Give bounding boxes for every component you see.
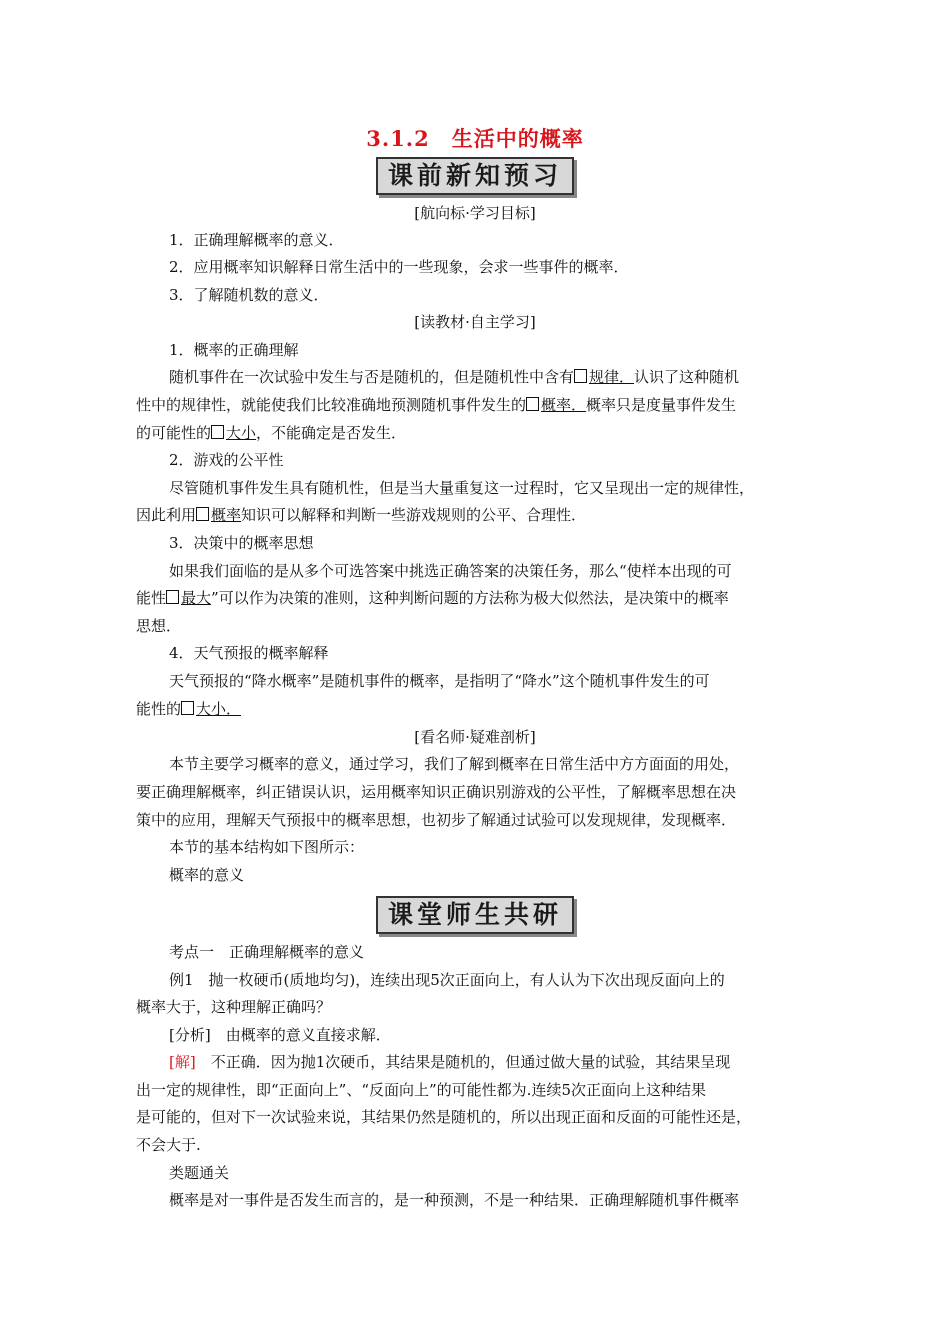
paragraph-line: 天气预报的“降水概率”是随机事件的概率，是指明了“降水”这个随机事件发生的可 [169,672,710,690]
blank-answer: 规律． [589,368,635,386]
solution-label: [解] [169,1053,196,1071]
fill-blank [526,396,586,414]
fill-blank [166,589,211,607]
paragraph-line [136,505,586,525]
blank-answer: 大小． [196,700,242,718]
paragraph-line [169,367,739,387]
paragraph-line: 要正确理解概率，纠正错误认识，运用概率知识正确识别游戏的公平性，了解概率思想在决 [136,783,737,801]
text-run: 认识了这种随机 [634,368,740,386]
paragraph-line: 尽管随机事件发生具有随机性，但是当大量重复这一过程时，它又呈现出一定的规律性， [169,479,755,497]
text-run: 能性 [136,589,167,607]
goal-item: 3．了解随机数的意义． [169,286,329,304]
blank-box-icon [181,701,194,715]
kaodian-heading: 考点一 正确理解概率的意义 [169,943,365,961]
solution-line: 是可能的，但对下一次试验来说，其结果仍然是随机的，所以出现正面和反面的可能性还是， [136,1108,752,1126]
paragraph-line: 本节主要学习概率的意义，通过学习，我们了解到概率在日常生活中方方面面的用处， [169,755,740,773]
fill-blank [211,424,256,442]
point-title: 1．概率的正确理解 [169,341,299,359]
page-title: 3.1.2 生活中的概率 [366,126,584,151]
text-run: 知识可以解释和判断一些游戏规则的公平、合理性． [241,506,587,524]
goal-item: 2．应用概率知识解释日常生活中的一些现象，会求一些事件的概率． [169,258,629,276]
text-run: 随机事件在一次试验中发生与否是随机的，但是随机性中含有 [169,368,575,386]
blank-box-icon [526,397,539,411]
blank-box-icon [574,369,587,383]
paragraph-line: 策中的应用，理解天气预报中的概率思想，也初步了解通过试验可以发现规律，发现概率． [136,811,737,829]
blank-box-icon [166,590,179,604]
blank-answer: 最大 [181,589,212,607]
leiti-heading: 类题通关 [169,1164,230,1182]
text-run: 能性的 [136,700,182,718]
paragraph-line [136,423,406,443]
text-run: 不正确．因为抛1次硬币，其结果是随机的，但通过做大量的试验，其结果呈现 [195,1053,731,1071]
solution-line: 不会大于. [136,1136,201,1154]
paragraph-line: 本节的基本结构如下图所示： [169,838,365,856]
text-run: 因此利用 [136,506,197,524]
paragraph-line: 思想． [136,617,182,635]
paragraph-line [136,588,729,608]
point-title: 4．天气预报的概率解释 [169,644,329,662]
paragraph-line: 概率的意义 [169,866,245,884]
section-banner-classroom [0,896,950,934]
solution-line: 出一定的规律性，即“正面向上”、“反面向上”的可能性都为.连续5次正面向上这种结果 [136,1081,706,1099]
section-banner-preview [0,157,950,195]
paragraph-line: 如果我们面临的是从多个可选答案中挑选正确答案的决策任务，那么“使样本出现的可 [169,562,732,580]
blank-answer: 大小 [226,424,257,442]
goal-item: 1．正确理解概率的意义． [169,231,344,249]
subsection-heading-analysis: [看名师·疑难剖析] [414,728,536,746]
blank-answer: 概率 [211,506,242,524]
text-run: 概率只是度量事件发生 [586,396,737,414]
blank-box-icon [211,425,224,439]
subsection-heading-goals: [航向标·学习目标] [414,204,536,222]
text-run: ”可以作为决策的准则，这种判断问题的方法称为极大似然法，是决策中的概率 [211,589,729,607]
subsection-heading-reading: [读教材·自主学习] [414,313,536,331]
fill-blank [181,700,241,718]
blank-answer: 概率． [541,396,587,414]
solution-line [169,1052,730,1072]
analysis-line: [分析] 由概率的意义直接求解． [169,1026,391,1044]
paragraph-line: 概率是对一事件是否发生而言的，是一种预测，不是一种结果．正确理解随机事件概率 [169,1191,740,1209]
example-line: 例1 抛一枚硬币(质地均匀)，连续出现5次正面向上，有人认为下次出现反面向上的 [169,971,725,989]
fill-blank [574,368,634,386]
banner-label: 课堂师生共研 [376,896,574,934]
banner-label: 课前新知预习 [376,157,574,195]
fill-blank [196,506,241,524]
text-run: 的可能性的 [136,424,212,442]
blank-box-icon [196,507,209,521]
point-title: 3．决策中的概率思想 [169,534,314,552]
text-run: 性中的规律性，就能使我们比较准确地预测随机事件发生的 [136,396,527,414]
example-line: 概率大于，这种理解正确吗？ [136,998,332,1016]
paragraph-line [136,395,736,415]
text-run: ，不能确定是否发生． [256,424,407,442]
paragraph-line [136,699,241,719]
point-title: 2．游戏的公平性 [169,451,284,469]
